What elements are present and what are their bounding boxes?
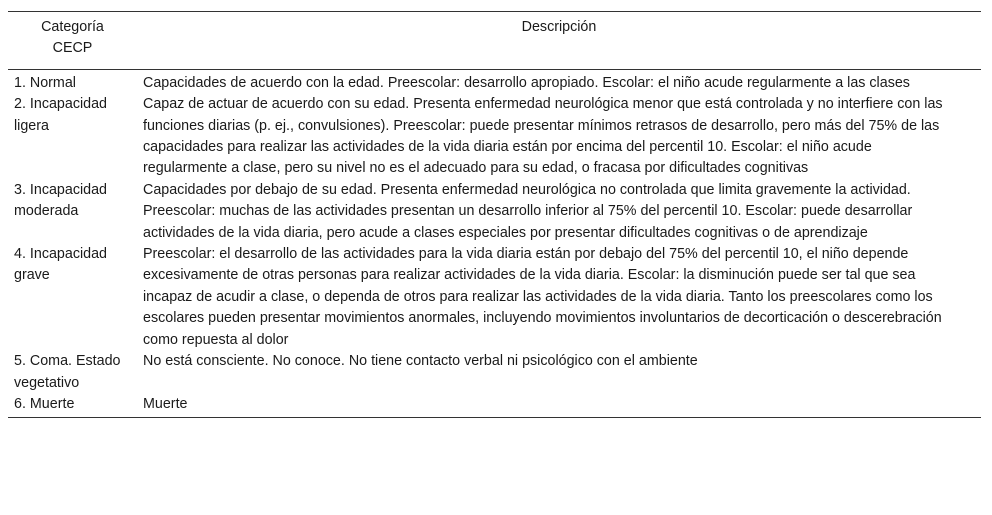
table-row (8, 351, 981, 394)
table-row (8, 69, 981, 94)
table-row (8, 244, 981, 351)
row-category: 1. Normal (14, 74, 76, 91)
table-row (8, 94, 981, 180)
table-row (8, 180, 981, 244)
header-category (8, 12, 137, 70)
header-row (8, 12, 981, 70)
row-category: 5. Coma. Estado vegetativo (14, 353, 121, 391)
row-description: Capacidades por debajo de su edad. Presenta enfermedad neurológica no controlada que limita gravemente la actividad. Preescolar: muchas de las actividades presentan un desarrollo inferior al 75% del percentil 10. Escolar: puede desarrollar actividades de la vida diaria, pero acude a clases especiales por presentar dificultades cognitivas o de aprendizaje (143, 181, 913, 241)
table-row (8, 394, 981, 418)
row-description: Capacidades de acuerdo con la edad. Preescolar: desarrollo apropiado. Escolar: el niño acude regularmente a las clases (143, 74, 910, 91)
header-description: Descripción (521, 19, 597, 35)
row-category: 3. Incapacidad moderada (14, 181, 107, 220)
header-category-line1: Categoría (41, 19, 104, 35)
table-header (8, 12, 981, 70)
row-category: 4. Incapacidad grave (14, 246, 107, 284)
row-description: No está consciente. No conoce. No tiene contacto verbal ni psicológico con el ambiente (143, 353, 698, 370)
row-description: Capaz de actuar de acuerdo con su edad. Presenta enfermedad neurológica menor que está controlada y no interfiere con las funciones diarias (p. ej., convulsiones). Preescolar: puede presentar mínimos retrasos de desarrollo, pero más del 75% de las capacidades para realizar las actividades de la vida diaria están por encima del percentil 10. Escolar: el niño acude regularmente a clase, pero su nivel no es el adecuado para su edad, o fracasa por dificultades cognitivas (143, 96, 943, 177)
row-description: Muerte (143, 395, 188, 412)
header-category-line2: CECP (52, 40, 93, 57)
cecp-table (8, 11, 981, 418)
cecp-table-container (8, 11, 981, 418)
row-description: Preescolar: el desarrollo de las actividades para la vida diaria están por debajo del 75% del percentil 10, el niño depende excesivamente de otras personas para realizar actividades de la vida diaria. Escolar: la disminución puede ser tal que sea incapaz de acudir a clase, o dependa de otros para realizar las actividades de la vida diaria. Tanto los preescolares como los escolares pueden presentar movimientos anormales, incluyendo movimientos involuntarios de decorticación o descerebración como repuesta al dolor (143, 246, 942, 348)
row-category: 6. Muerte (14, 395, 75, 412)
row-category: 2. Incapacidad ligera (14, 96, 107, 134)
table-body (8, 69, 981, 418)
